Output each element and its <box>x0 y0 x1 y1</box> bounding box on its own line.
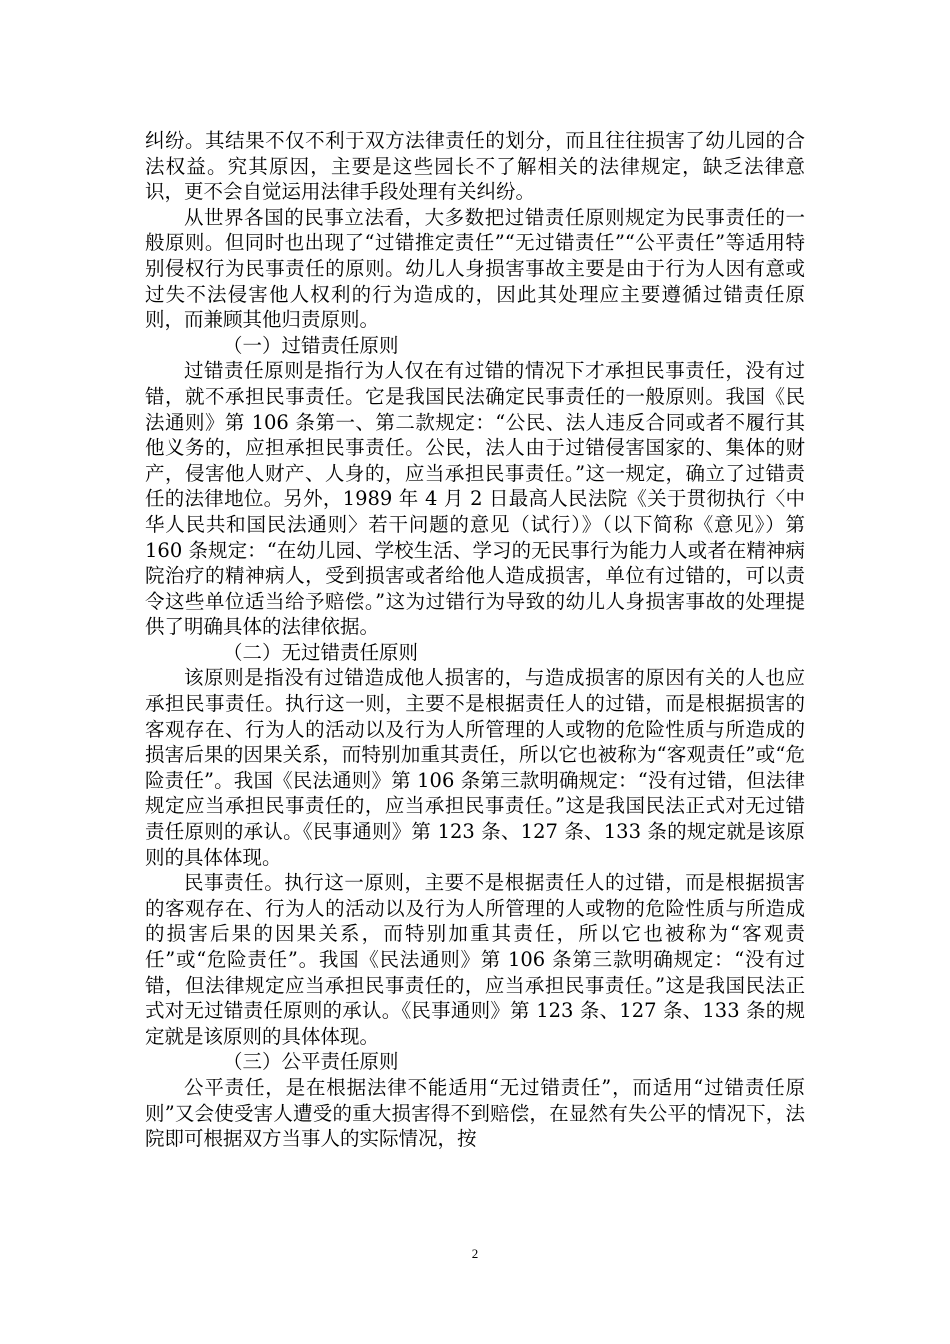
section-heading-fairness-liability: （三）公平责任原则 <box>223 1050 399 1074</box>
paragraph-principles-intro: 从世界各国的民事立法看，大多数把过错责任原则规定为民事责任的一般原则。但同时也出现了“过错推定责任”“无过错责任”“公平责任”等适用特别侵权行为民事责任的原则。幼儿人身损害事故主要是由于行为人因有意或过失不法侵害他人权利的行为造成的，因此其处理应主要遵循过错责任原则，而兼顾其他归责原则。 <box>145 205 805 332</box>
document-body <box>145 128 805 1152</box>
section-heading-no-fault-liability: （二）无过错责任原则 <box>223 640 419 664</box>
paragraph-continuation: 纠纷。其结果不仅不利于双方法律责任的划分，而且往往损害了幼儿园的合法权益。究其原因，主要是这些园长不了解相关的法律规定，缺乏法律意识，更不会自觉运用法律手段处理有关纠纷。 <box>145 129 805 204</box>
paragraph-fault-liability: 过错责任原则是指行为人仅在有过错的情况下才承担民事责任，没有过错，就不承担民事责任。它是我国民法确定民事责任的一般原则。我国《民法通则》第 106 条第一、第二款规定：“公民、法人违反合同或者不履行其他义务的，应担承担民事责任。公民，法人由于过错侵害国家的、集体的财产，侵害他人财产、人身的，应当承担民事责任。”这一规定，确立了过错责任的法律地位。另外，1989 年 4 月 2 日最高人民法院《关于贯彻执行〈中华人民共和国民法通则〉若干问题的意见（试行）》（以下简称《意见》）第 160 条规定：“在幼儿园、学校生活、学习的无民事行为能力人或者在精神病院治疗的精神病人，受到损害或者给他人造成损害，单位有过错的，可以责令这些单位适当给予赔偿。”这为过错行为导致的幼儿人身损害事故的处理提供了明确具体的法律依据。 <box>145 359 805 639</box>
page-number: 2 <box>471 1246 479 1261</box>
paragraph-fairness-liability: 公平责任，是在根据法律不能适用“无过错责任”，而适用“过错责任原则”又会使受害人遭受的重大损害得不到赔偿，在显然有失公平的情况下，法院即可根据双方当事人的实际情况，按 <box>145 1075 805 1151</box>
paragraph-no-fault-repeat: 民事责任。执行这一原则，主要不是根据责任人的过错，而是根据损害的客观存在、行为人的活动以及行为人所管理的人或物的危险性质与所造成的损害后果的因果关系，而特别加重其责任，所以它也被称为“客观责任”或“危险责任”。我国《民法通则》第 106 条第三款明确规定：“没有过错，但法律规定应当承担民事责任的，应当承担民事责任。”这是我国民法正式对无过错责任原则的承认。《民事通则》第 123 条、127 条、133 条的规定就是该原则的具体体现。 <box>145 871 805 1048</box>
paragraph-no-fault-liability: 该原则是指没有过错造成他人损害的，与造成损害的原因有关的人也应承担民事责任。执行这一则，主要不是根据责任人的过错，而是根据损害的客观存在、行为人的活动以及行为人所管理的人或物的危险性质与所造成的损害后果的因果关系，而特别加重其责任，所以它也被称为“客观责任”或“危险责任”。我国《民法通则》第 106 条第三款明确规定：“没有过错，但法律规定应当承担民事责任的，应当承担民事责任。”这是我国民法正式对无过错责任原则的承认。《民事通则》第 123 条、127 条、133 条的规定就是该原则的具体体现。 <box>145 666 805 869</box>
section-heading-fault-liability: （一）过错责任原则 <box>223 333 399 357</box>
